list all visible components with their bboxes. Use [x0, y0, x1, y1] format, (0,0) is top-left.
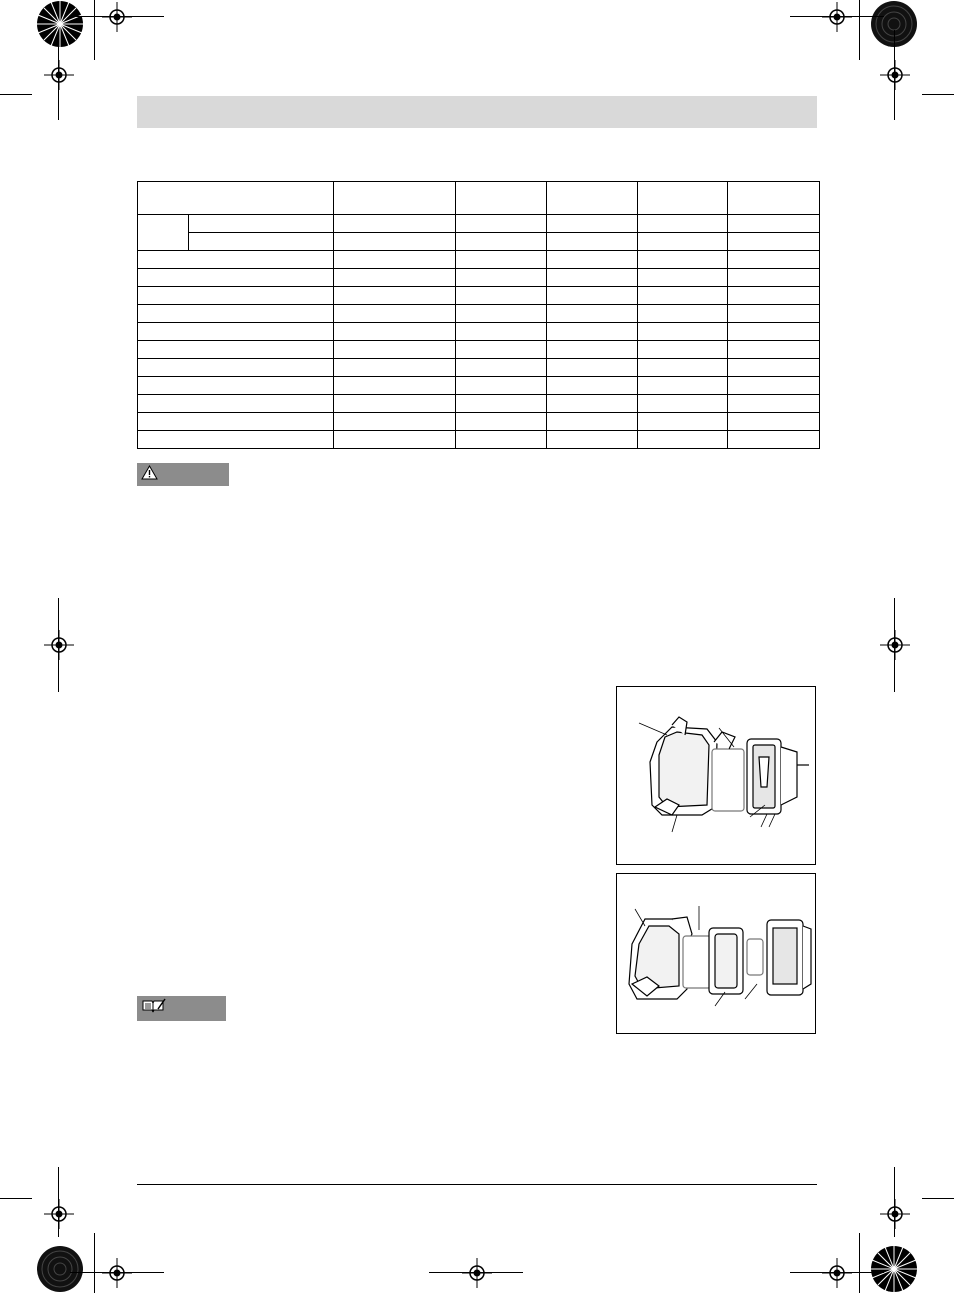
table-cell [456, 413, 547, 431]
registration-mark-icon [826, 6, 848, 28]
table-cell [638, 215, 728, 233]
table-cell [638, 305, 728, 323]
table-cell [334, 377, 456, 395]
table-cell [138, 323, 334, 341]
table-cell [138, 377, 334, 395]
trim-line [70, 16, 164, 17]
table-cell [547, 305, 638, 323]
table-cell [138, 341, 334, 359]
table-cell [456, 359, 547, 377]
table-cell [547, 215, 638, 233]
table-cell [728, 305, 820, 323]
table-cell [728, 377, 820, 395]
trim-line [922, 94, 954, 95]
table-row [138, 413, 820, 431]
footer-rule [137, 1184, 817, 1185]
table-cell [138, 395, 334, 413]
table-cell [456, 341, 547, 359]
table-cell [334, 233, 456, 251]
table-cell [138, 431, 334, 449]
table-cell [456, 269, 547, 287]
table-cell [638, 377, 728, 395]
trim-line [790, 1272, 884, 1273]
registration-mark-icon [884, 1203, 906, 1225]
table-cell [547, 287, 638, 305]
table-cell [334, 413, 456, 431]
table-cell [638, 413, 728, 431]
table-cell [334, 305, 456, 323]
table-row [138, 395, 820, 413]
table-cell [547, 233, 638, 251]
table-cell [456, 395, 547, 413]
trim-line [94, 0, 95, 60]
table-header-cell [638, 182, 728, 215]
table-row [138, 359, 820, 377]
table-cell [728, 341, 820, 359]
table-cell [456, 233, 547, 251]
color-wheel-top-left [36, 0, 84, 48]
trim-line [859, 0, 860, 60]
table-cell [728, 395, 820, 413]
table-row [138, 287, 820, 305]
table-cell [547, 341, 638, 359]
table-row [138, 431, 820, 449]
table-cell [334, 395, 456, 413]
table-header-cell [547, 182, 638, 215]
table-cell [547, 323, 638, 341]
table-cell [728, 233, 820, 251]
table-row [138, 377, 820, 395]
trim-line [94, 1233, 95, 1293]
page-header-band [137, 96, 817, 128]
table-cell [728, 323, 820, 341]
table-cell [138, 269, 334, 287]
trim-line [58, 598, 59, 692]
table-cell [189, 215, 334, 233]
trim-line [894, 30, 895, 120]
table-cell [638, 233, 728, 251]
technical-data-table [137, 181, 820, 449]
table-row [138, 251, 820, 269]
table-header-row [138, 182, 820, 215]
table-cell [334, 431, 456, 449]
table-cell [547, 251, 638, 269]
table-cell [547, 359, 638, 377]
table-cell [728, 251, 820, 269]
table-cell [138, 413, 334, 431]
table-cell [638, 395, 728, 413]
trim-line [922, 1198, 954, 1199]
table-row [138, 233, 820, 251]
registration-mark-icon [48, 64, 70, 86]
table-cell [547, 413, 638, 431]
battery-insertion-figure-1 [616, 686, 816, 865]
table-cell [547, 269, 638, 287]
table-row [138, 215, 820, 233]
color-wheel-bottom-left [36, 1245, 84, 1293]
note-notice [137, 996, 226, 1021]
table-cell [547, 431, 638, 449]
table-cell [728, 413, 820, 431]
registration-mark-icon [48, 634, 70, 656]
battery-insertion-figure-2 [616, 873, 816, 1034]
table-cell [189, 233, 334, 251]
table-cell [638, 251, 728, 269]
table-cell [728, 269, 820, 287]
table-header-cell [334, 182, 456, 215]
registration-mark-icon [884, 64, 906, 86]
table-row [138, 323, 820, 341]
table-cell [334, 287, 456, 305]
registration-mark-icon [48, 1203, 70, 1225]
table-cell [638, 323, 728, 341]
table-row [138, 269, 820, 287]
registration-mark-icon [106, 6, 128, 28]
table-cell [334, 269, 456, 287]
table-cell [456, 251, 547, 269]
registration-mark-icon [826, 1262, 848, 1284]
registration-mark-icon [466, 1262, 488, 1284]
table-cell [456, 323, 547, 341]
table-cell [138, 215, 189, 251]
table-cell [638, 269, 728, 287]
trim-line [0, 1198, 32, 1199]
table-cell [334, 341, 456, 359]
color-wheel-bottom-right [870, 1245, 918, 1293]
trim-line [894, 598, 895, 692]
table-cell [334, 323, 456, 341]
table-header-cell [456, 182, 547, 215]
trim-line [58, 1167, 59, 1237]
table-cell [547, 395, 638, 413]
table-cell [334, 251, 456, 269]
trim-line [0, 94, 32, 95]
table-cell [456, 377, 547, 395]
trim-line [894, 1167, 895, 1237]
table-header-cell [138, 182, 334, 215]
table-cell [138, 287, 334, 305]
table-cell [138, 251, 334, 269]
table-cell [547, 377, 638, 395]
table-cell [638, 431, 728, 449]
registration-mark-icon [106, 1262, 128, 1284]
table-row [138, 305, 820, 323]
table-header-cell [728, 182, 820, 215]
table-cell [456, 431, 547, 449]
table-cell [456, 305, 547, 323]
table-cell [456, 287, 547, 305]
trim-line [859, 1233, 860, 1293]
table-cell [456, 215, 547, 233]
table-cell [728, 287, 820, 305]
trim-line [70, 1272, 164, 1273]
table-cell [638, 287, 728, 305]
registration-mark-icon [884, 634, 906, 656]
trim-line [58, 30, 59, 120]
table-cell [638, 359, 728, 377]
table-cell [728, 431, 820, 449]
warning-triangle-icon [141, 465, 158, 485]
table-cell [334, 215, 456, 233]
table-cell [638, 341, 728, 359]
table-cell [728, 359, 820, 377]
table-row [138, 341, 820, 359]
book-note-icon [141, 998, 167, 1019]
table-cell [728, 215, 820, 233]
table-cell [334, 359, 456, 377]
trim-line [790, 16, 884, 17]
table-cell [138, 359, 334, 377]
warning-notice [137, 463, 229, 486]
trim-line [429, 1272, 523, 1273]
table-cell [138, 305, 334, 323]
